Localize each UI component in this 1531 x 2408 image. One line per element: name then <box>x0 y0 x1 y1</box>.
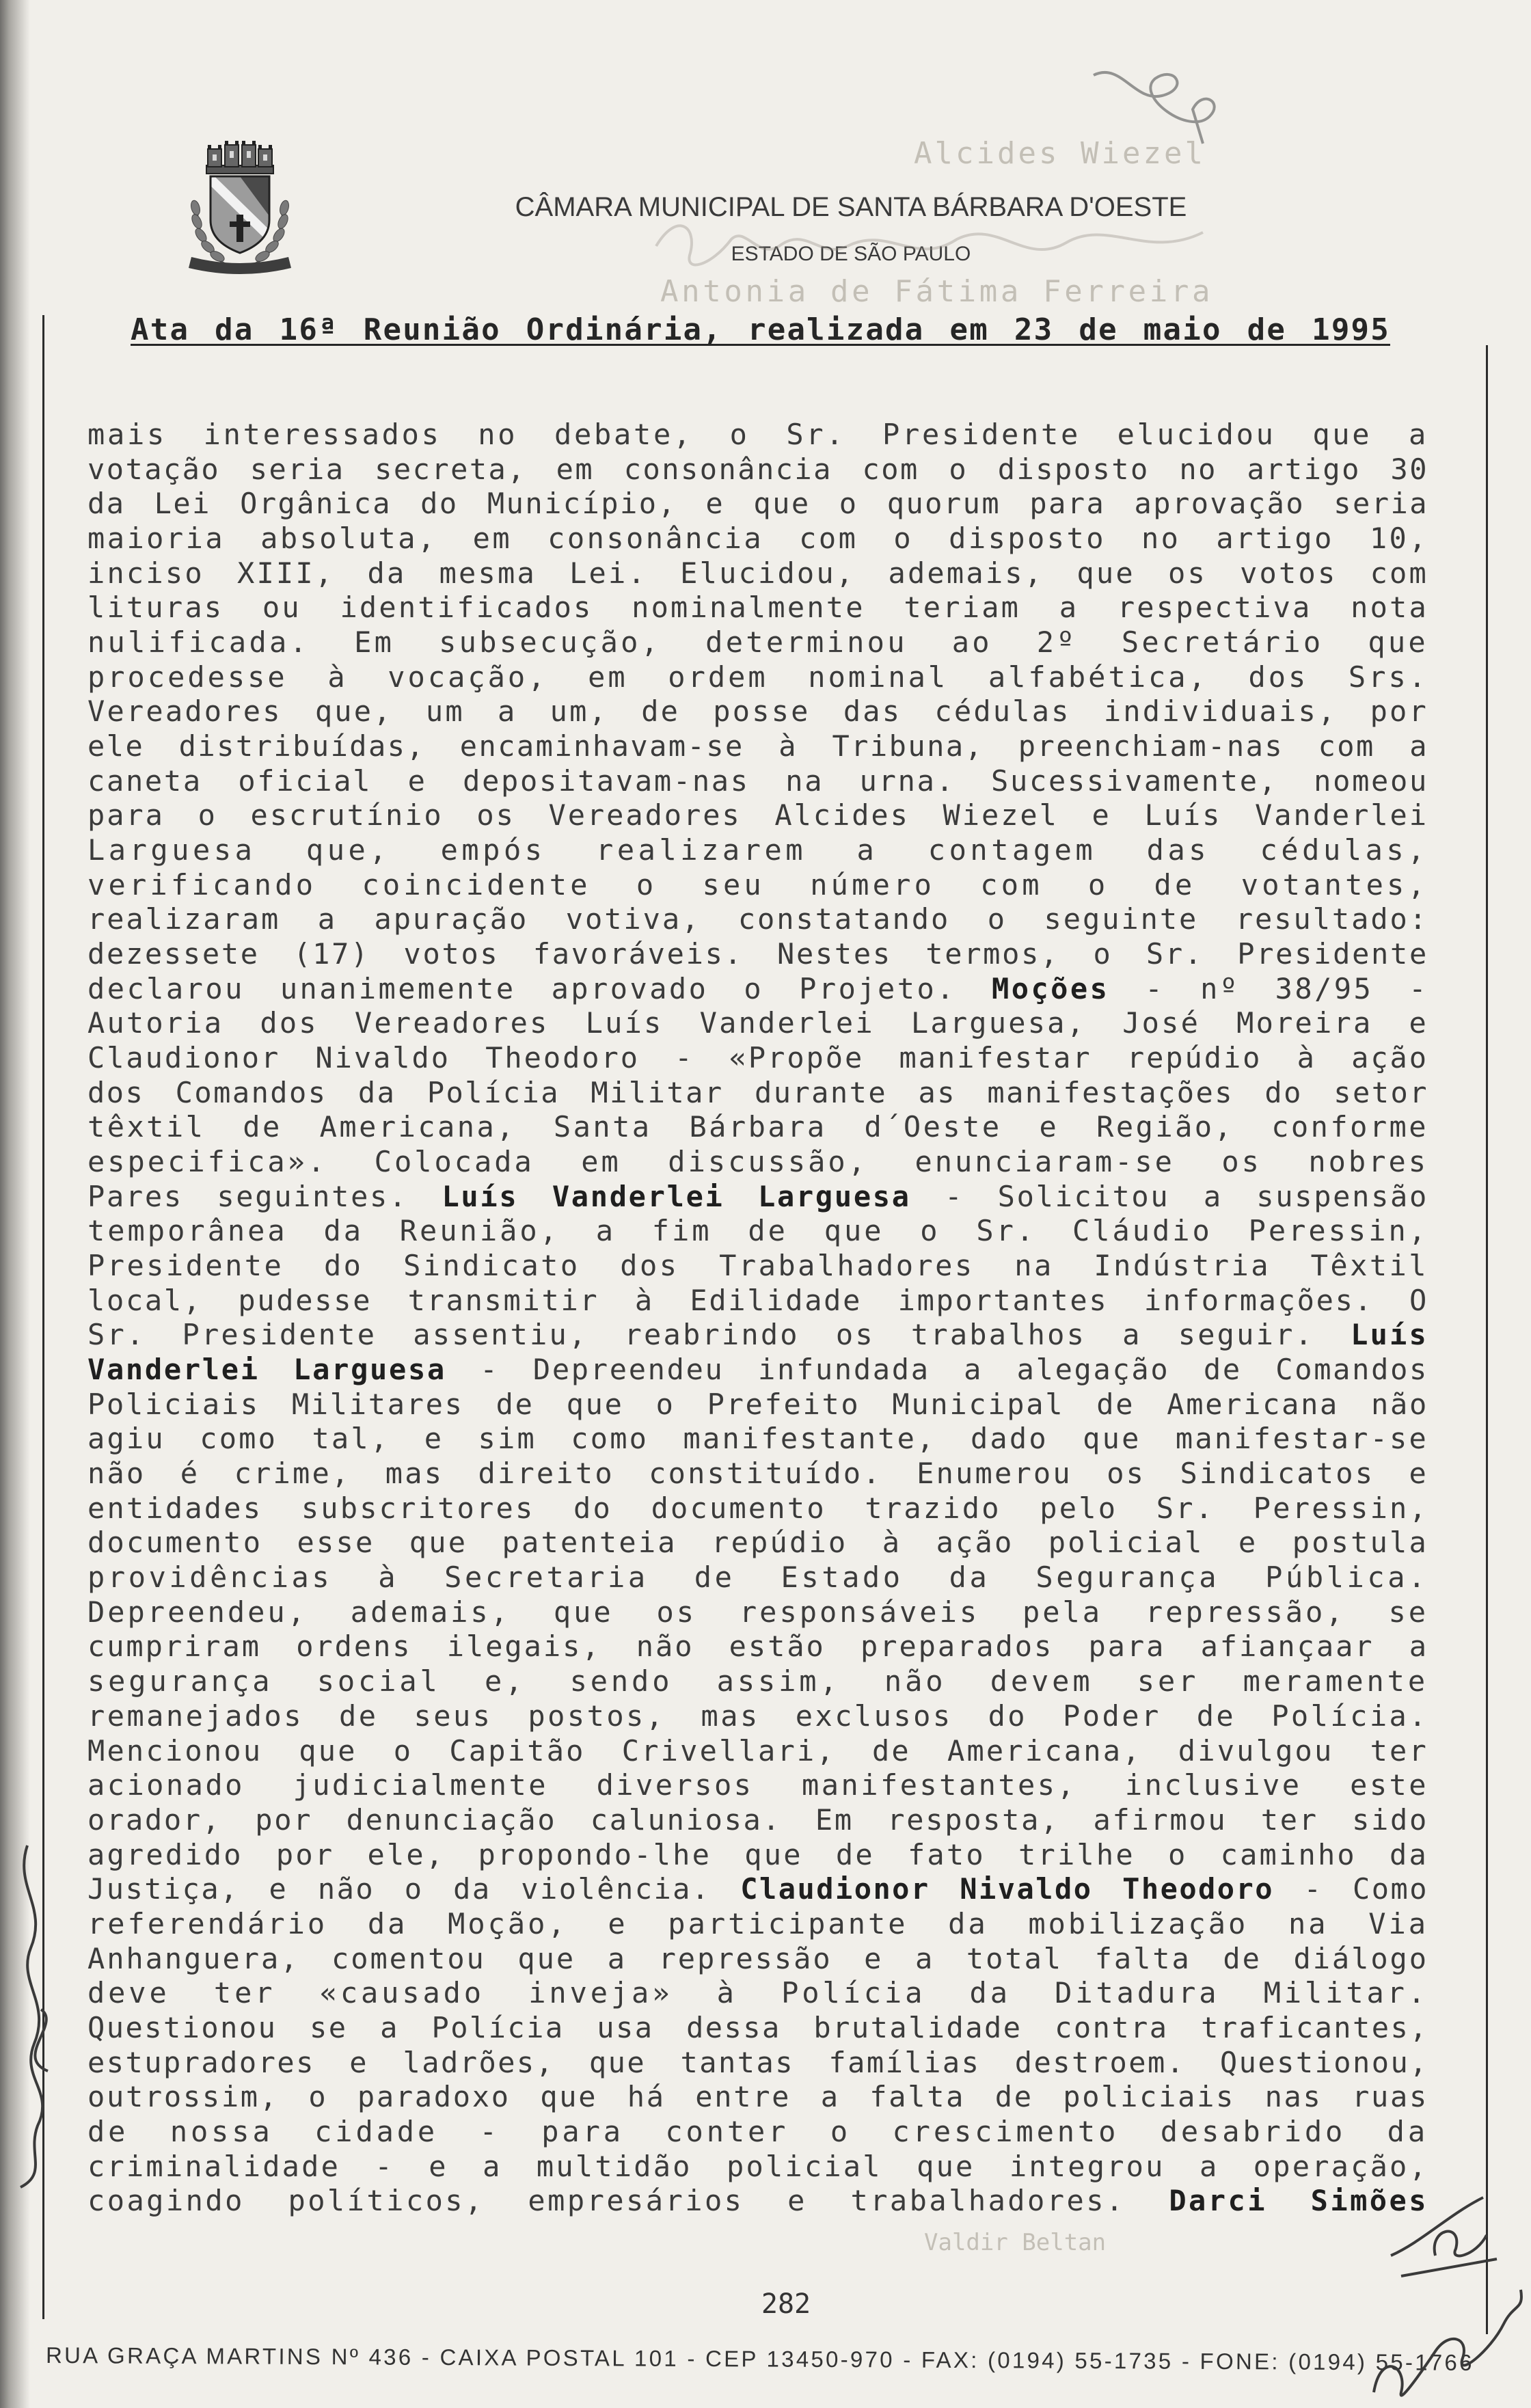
state-name: ESTADO DE SÃO PAULO <box>731 243 971 265</box>
signature <box>1094 72 1215 144</box>
body-text-segment: inciso XIII, da mesma Lei. Elucidou, ademais, que os votos com <box>87 556 1428 590</box>
body-line <box>87 452 1428 487</box>
body-line <box>87 418 1428 452</box>
body-line <box>87 1214 1428 1248</box>
body-text-segment: cumpriram ordens ilegais, não estão preparados para afiançaar a <box>87 1629 1428 1664</box>
body-text-segment: Sr. Presidente assentiu, reabrindo os trabalhos a seguir. <box>87 1318 1351 1352</box>
body-line <box>87 625 1428 660</box>
body-text-segment: procedesse à vocação, em ordem nominal alfabética, dos Srs. <box>87 660 1428 694</box>
body-line <box>87 1491 1428 1526</box>
body-text-segment: Vereadores que, um a um, de posse das cédulas individuais, por <box>87 694 1428 729</box>
body-line <box>87 1526 1428 1560</box>
body-line <box>87 1457 1428 1491</box>
emphasis-text: Moções <box>992 971 1110 1005</box>
emphasis-text: Luís <box>1351 1318 1428 1352</box>
body-line <box>87 487 1428 521</box>
body-text-segment: lituras ou identificados nominalmente teriam a respectiva nota <box>87 591 1428 625</box>
body-text-segment: Depreendeu, ademais, que os responsáveis pela repressão, se <box>87 1595 1428 1629</box>
bleed-through-text: Antonia de Fátima Ferreira <box>660 274 1214 309</box>
body-text-segment: especifica». Colocada em discussão, enunciaram-se os nobres <box>87 1145 1428 1179</box>
body-text-segment: deve ter «causado inveja» à Polícia da Ditadura Militar. <box>87 1976 1428 2010</box>
body-text-segment: agiu como tal, e sim como manifestante, dado que manifestar-se <box>87 1422 1428 1456</box>
body-line <box>87 1353 1428 1387</box>
body-line <box>87 1664 1428 1699</box>
page-number: 282 <box>761 2288 811 2320</box>
body-text-segment: ele distribuídas, encaminhavam-se à Tribuna, preenchiam-nas com a <box>87 729 1428 763</box>
body-text-segment: dos Comandos da Polícia Militar durante as manifestações do setor <box>87 1075 1428 1109</box>
body-text-segment: Autoria dos Vereadores Luís Vanderlei Larguesa, José Moreira e <box>87 1006 1428 1040</box>
body-line <box>87 868 1428 902</box>
body-text-segment: caneta oficial e depositavam-nas na urna. Sucessivamente, nomeou <box>87 763 1428 798</box>
body-line <box>87 902 1428 936</box>
emphasis-text: Vanderlei Larguesa <box>87 1353 446 1387</box>
body-text-segment: outrossim, o paradoxo que há entre a falta de policiais nas ruas <box>87 2080 1428 2114</box>
body-text-segment: de nossa cidade - para conter o crescimento desabrido da <box>87 2114 1428 2148</box>
body-line <box>87 729 1428 763</box>
body-text-segment: agredido por ele, propondo-lhe que de fato trilhe o caminho da <box>87 1837 1428 1871</box>
body-text-segment: maioria absoluta, em consonância com o disposto no artigo 10, <box>87 522 1428 555</box>
body-line <box>87 1249 1428 1283</box>
body-text-segment: Larguesa que, empós realizarem a contagem das cédulas, <box>87 833 1428 867</box>
body-text-segment: da Lei Orgânica do Município, e que o quorum para aprovação seria <box>87 487 1428 521</box>
body-line <box>87 1318 1428 1352</box>
bleed-through-text: Alcides Wiezel <box>914 136 1206 171</box>
body-text-segment: Presidente do Sindicato dos Trabalhadores na Indústria Têxtil <box>87 1249 1428 1283</box>
body-text-segment: realizaram a apuração votiva, constatando o seguinte resultado: <box>87 902 1428 936</box>
body-line <box>87 1076 1428 1110</box>
body-text-segment: Mencionou que o Capitão Crivellari, de Americana, divulgou ter <box>87 1733 1428 1768</box>
body-line <box>87 1110 1428 1144</box>
bleed-through-text: Valdir Beltan <box>924 2229 1107 2256</box>
emphasis-text: Luís Vanderlei Larguesa <box>442 1179 911 1213</box>
body-text-segment: Justiça, e não o da violência. <box>87 1872 741 1906</box>
body-line <box>87 2011 1428 2045</box>
body-line <box>87 2184 1428 2218</box>
body-text-segment: acionado judicialmente diversos manifestantes, inclusive este <box>87 1768 1428 1802</box>
body-line <box>87 1422 1428 1456</box>
body-text-segment: Policiais Militares de que o Prefeito Municipal de Americana não <box>87 1387 1428 1421</box>
body-line <box>87 2080 1428 2114</box>
body-text-segment: documento esse que patenteia repúdio à ação policial e postula <box>87 1526 1428 1560</box>
body-text-segment: votação seria secreta, em consonância com o disposto no artigo 30 <box>87 452 1428 486</box>
body-line <box>87 1595 1428 1629</box>
body-line <box>87 1006 1428 1040</box>
body-text-segment: dezessete (17) votos favoráveis. Nestes termos, o Sr. Presidente <box>87 937 1428 971</box>
body-line <box>87 660 1428 694</box>
body-text-segment: coagindo políticos, empresários e trabalhadores. <box>87 2184 1169 2218</box>
body-line <box>87 937 1428 971</box>
coat-of-arms-icon <box>186 134 294 282</box>
body-line <box>87 556 1428 591</box>
body-text-segment: Questionou se a Polícia usa dessa brutalidade contra traficantes, <box>87 2010 1428 2044</box>
body-text-segment: criminalidade - e a multidão policial que integrou a operação, <box>87 2149 1428 2183</box>
binding-shadow <box>0 0 30 2408</box>
body-line <box>87 1560 1428 1595</box>
body-line <box>87 1145 1428 1179</box>
body-text-segment: - Solicitou a suspensão <box>910 1179 1428 1213</box>
body-text-segment: mais interessados no debate, o Sr. Presidente elucidou que a <box>87 418 1428 451</box>
body-line <box>87 2115 1428 2149</box>
body-line <box>87 2150 1428 2184</box>
body-text-segment: entidades subscritores do documento trazido pelo Sr. Peressin, <box>87 1491 1428 1525</box>
emphasis-text: Claudionor Nivaldo Theodoro <box>740 1872 1274 1906</box>
body-text-segment: para o escrutínio os Vereadores Alcides Wiezel e Luís Vanderlei <box>87 798 1428 833</box>
body-line <box>87 694 1428 729</box>
left-margin-rule <box>42 315 44 2319</box>
body-line <box>87 1838 1428 1872</box>
body-line <box>87 1699 1428 1733</box>
body-text-segment: referendário da Moção, e participante da mobilização na Via <box>87 1906 1428 1940</box>
body-text-segment: verificando coincidente o seu número com o de votantes, <box>87 867 1428 902</box>
body-line <box>87 764 1428 798</box>
body-line <box>87 1734 1428 1768</box>
body-text-segment: local, pudesse transmitir à Edilidade importantes informações. O <box>87 1283 1428 1317</box>
body-text-segment: Pares seguintes. <box>87 1179 442 1213</box>
body-text-segment: não é crime, mas direito constituído. Enumerou os Sindicatos e <box>87 1457 1428 1491</box>
address-footer: RUA GRAÇA MARTINS Nº 436 - CAIXA POSTAL 101 - CEP 13450-970 - FAX: (0194) 55-1735 - FONE: (0194) 55-1766 <box>45 2342 1474 2375</box>
body-text-segment: orador, por denunciação caluniosa. Em resposta, afirmou ter sido <box>87 1802 1428 1837</box>
body-text-segment: Anhanguera, comentou que a repressão e a total falta de diálogo <box>87 1941 1428 1975</box>
body-line <box>87 833 1428 867</box>
body-text-segment: estupradores e ladrões, que tantas famílias destroem. Questionou, <box>87 2045 1428 2079</box>
body-text-segment: têxtil de Americana, Santa Bárbara d´Oeste e Região, conforme <box>87 1110 1428 1144</box>
body-text-segment: declarou unanimemente aprovado o Projeto. <box>87 971 992 1005</box>
body-line <box>87 798 1428 833</box>
emphasis-text: Darci Simões <box>1169 2184 1428 2218</box>
body-text-segment: segurança social e, sendo assim, não devem ser meramente <box>87 1664 1428 1699</box>
body-line <box>87 1180 1428 1214</box>
body-text-segment: nulificada. Em subsecução, determinou ao 2º Secretário que <box>87 625 1428 659</box>
body-line <box>87 2046 1428 2080</box>
body-line <box>87 972 1428 1006</box>
body-line <box>87 1284 1428 1318</box>
right-margin-rule <box>1486 345 1488 2334</box>
body-line <box>87 522 1428 556</box>
institution-name: CÂMARA MUNICIPAL DE SANTA BÁRBARA D'OESTE <box>515 192 1187 222</box>
body-line <box>87 1976 1428 2010</box>
body-text-segment: - Depreendeu infundada a alegação de Comandos <box>446 1353 1429 1387</box>
body-text-segment: - nº 38/95 - <box>1109 971 1428 1005</box>
body-text-segment: Claudionor Nivaldo Theodoro - «Propõe manifestar repúdio à ação <box>87 1041 1428 1075</box>
body-line <box>87 1803 1428 1837</box>
body-text-segment: - Como <box>1274 1872 1428 1906</box>
body-line <box>87 1768 1428 1802</box>
body-text-segment: remanejados de seus postos, mas exclusos do Poder de Polícia. <box>87 1699 1428 1733</box>
body-text-segment: temporânea da Reunião, a fim de que o Sr. Cláudio Peressin, <box>87 1214 1428 1248</box>
minutes-title: Ata da 16ª Reunião Ordinária, realizada em 23 de maio de 1995 <box>131 312 1390 347</box>
body-line <box>87 1388 1428 1422</box>
body-line <box>87 1942 1428 1976</box>
body-line <box>87 1041 1428 1075</box>
body-line <box>87 1872 1428 1906</box>
body-text-segment: providências à Secretaria de Estado da Segurança Pública. <box>87 1560 1428 1595</box>
signature <box>1374 2290 1521 2396</box>
body-line <box>87 591 1428 625</box>
body-line <box>87 1907 1428 1941</box>
body-line <box>87 1629 1428 1664</box>
